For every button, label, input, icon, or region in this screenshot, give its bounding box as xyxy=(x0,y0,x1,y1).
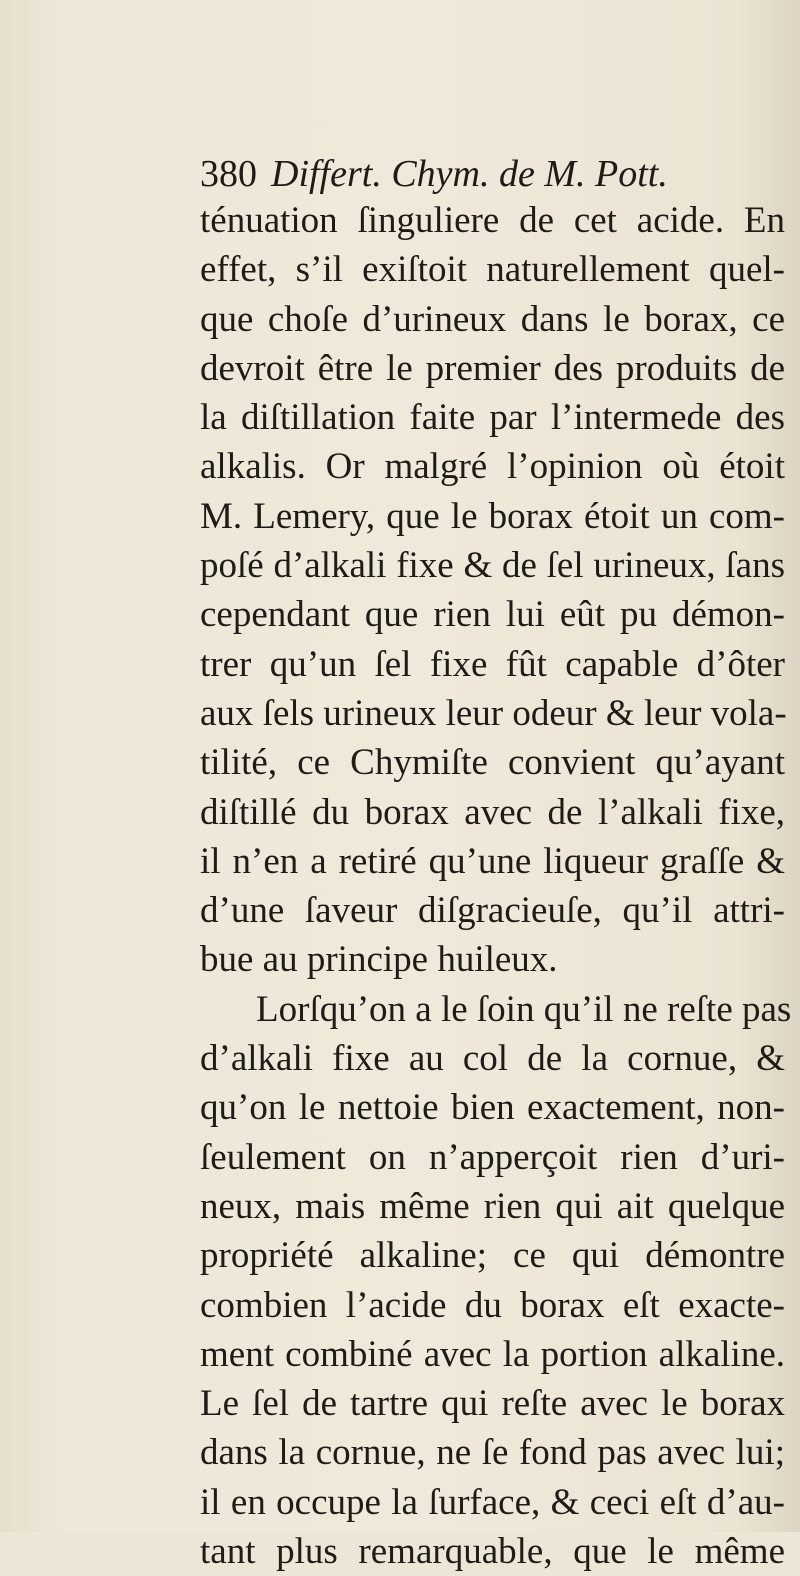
text-line: d’alkali fixe au col de la cornue, & xyxy=(200,1038,785,1080)
text-line: ment combiné avec la portion alkaline. xyxy=(200,1333,785,1375)
text-line: neux, mais même rien qui ait quelque xyxy=(200,1185,785,1227)
text-line: tilité, ce Chymiſte convient qu’ayant xyxy=(200,742,785,784)
text-line: d’une ſaveur diſgracieuſe, qu’il attri- xyxy=(200,890,785,932)
text-line: la diſtillation faite par l’intermede des xyxy=(200,397,785,439)
text-line: trer qu’un ſel fixe fût capable d’ôter xyxy=(200,643,785,685)
text-line: M. Lemery, que le borax étoit un com- xyxy=(200,495,785,537)
text-line: ténuation ſinguliere de cet acide. En xyxy=(200,200,785,241)
text-line: Le ſel de tartre qui reſte avec le borax xyxy=(200,1383,785,1425)
text-line: il n’en a retiré qu’une liqueur graſſe & xyxy=(200,840,785,882)
text-line: alkalis. Or malgré l’opinion où étoit xyxy=(200,446,785,488)
paragraph-first-line: Lorſqu’on a le ſoin qu’il ne reſte pas xyxy=(256,988,792,1030)
paragraph-last-line: bue au principe huileux. xyxy=(200,939,558,981)
running-header xyxy=(200,148,780,200)
running-title: Differt. Chym. de M. Pott. xyxy=(271,153,668,195)
text-line: aux ſels urineux leur odeur & leur vola- xyxy=(200,692,787,734)
page-number: 380 xyxy=(200,153,257,195)
text-line: combien l’acide du borax eſt exacte- xyxy=(200,1284,785,1326)
text-line: poſé d’alkali fixe & de ſel urineux, ſans xyxy=(200,545,785,587)
text-line: effet, s’il exiſtoit naturellement quel- xyxy=(200,249,785,291)
text-line: propriété alkaline; ce qui démontre xyxy=(200,1235,785,1277)
text-line: ſeulement on n’apperçoit rien d’uri- xyxy=(200,1136,785,1178)
text-line: il en occupe la ſurface, & ceci eſt d’au- xyxy=(200,1481,785,1523)
text-line: dans la cornue, ne ſe fond pas avec lui; xyxy=(200,1432,785,1474)
text-line: devroit être le premier des produits de xyxy=(200,347,785,389)
body-text xyxy=(200,196,792,1576)
text-line: diſtillé du borax avec de l’alkali fixe, xyxy=(200,791,785,833)
text-line: cependant que rien lui eût pu démon- xyxy=(200,594,785,636)
text-line: que choſe d’urineux dans le borax, ce xyxy=(200,298,785,340)
text-line: qu’on le nettoie bien exactement, non- xyxy=(200,1087,785,1129)
text-line: tant plus remarquable, que le même xyxy=(200,1531,785,1573)
